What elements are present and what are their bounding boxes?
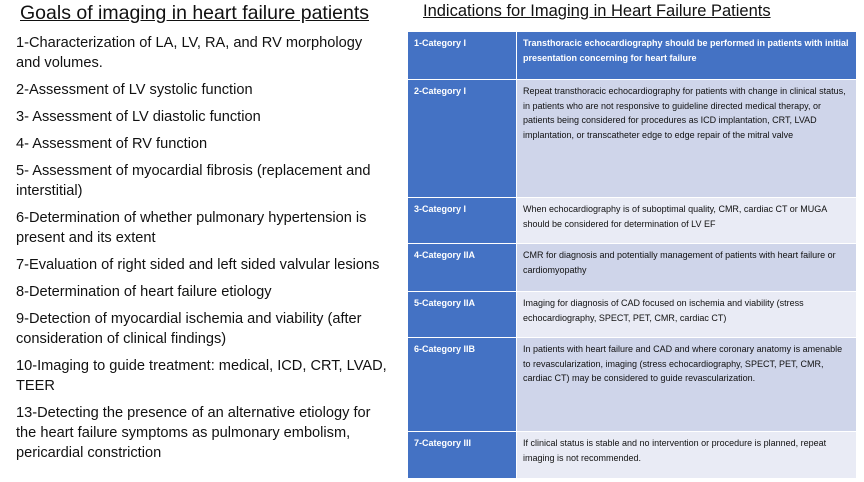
table-row bbox=[408, 338, 856, 432]
indication-cell: Imaging for diagnosis of CAD focused on ischemia and viability (stress echocardiography, SPECT, PET, CMR, cardiac CT) bbox=[517, 292, 857, 338]
goal-item: 5- Assessment of myocardial fibrosis (replacement and interstitial) bbox=[16, 163, 371, 199]
indication-cell: Repeat transthoracic echocardiography for patients with change in clinical status, in patients who are not responsive to guideline directed medical therapy, or patients being considered for procedures as ICD implantation, CRT, LVAD implantation, or transcatheter edge to edge repair of the mitral valve bbox=[517, 80, 857, 198]
table-row bbox=[408, 244, 856, 292]
goal-item: 2-Assessment of LV systolic function bbox=[16, 82, 253, 98]
table-row bbox=[408, 32, 856, 80]
table-row bbox=[408, 80, 856, 198]
goal-item: 8-Determination of heart failure etiology bbox=[16, 284, 272, 300]
indication-cell: In patients with heart failure and CAD and where coronary anatomy is amenable to revascularization, imaging (stress echocardiography, SPECT, PET, CMR, cardiac CT) may be considered to guide revascularization. bbox=[517, 338, 857, 432]
indications-title: Indications for Imaging in Heart Failure Patients bbox=[423, 2, 771, 20]
category-cell: 6-Category IIB bbox=[408, 338, 517, 432]
indication-cell: Transthoracic echocardiography should be performed in patients with initial presentation concerning for heart failure bbox=[517, 32, 857, 80]
goal-item: 6-Determination of whether pulmonary hypertension is present and its extent bbox=[16, 210, 367, 246]
goal-item: 10-Imaging to guide treatment: medical, ICD, CRT, LVAD, TEER bbox=[16, 358, 387, 394]
category-cell: 5-Category IIA bbox=[408, 292, 517, 338]
table-row bbox=[408, 432, 856, 479]
category-cell: 3-Category I bbox=[408, 198, 517, 244]
indication-cell: When echocardiography is of suboptimal quality, CMR, cardiac CT or MUGA should be considered for determination of LV EF bbox=[517, 198, 857, 244]
goals-list bbox=[16, 33, 388, 470]
goal-item: 1-Characterization of LA, LV, RA, and RV morphology and volumes. bbox=[16, 35, 363, 71]
indications-table bbox=[408, 31, 856, 479]
category-cell: 7-Category III bbox=[408, 432, 517, 479]
goal-item: 4- Assessment of RV function bbox=[16, 136, 208, 152]
category-cell: 1-Category I bbox=[408, 32, 517, 80]
goal-item: 13-Detecting the presence of an alternative etiology for the heart failure symptoms as pulmonary embolism, pericardial constriction bbox=[16, 405, 371, 461]
indication-cell: CMR for diagnosis and potentially management of patients with heart failure or cardiomyopathy bbox=[517, 244, 857, 292]
table-row bbox=[408, 292, 856, 338]
goal-item: 3- Assessment of LV diastolic function bbox=[16, 109, 261, 125]
goal-item: 9-Detection of myocardial ischemia and viability (after consideration of clinical findings) bbox=[16, 311, 362, 347]
category-cell: 4-Category IIA bbox=[408, 244, 517, 292]
table-row bbox=[408, 198, 856, 244]
goal-item: 7-Evaluation of right sided and left sided valvular lesions bbox=[16, 257, 380, 273]
category-cell: 2-Category I bbox=[408, 80, 517, 198]
indication-cell: If clinical status is stable and no intervention or procedure is planned, repeat imaging is not recommended. bbox=[517, 432, 857, 479]
goals-title: Goals of imaging in heart failure patients bbox=[20, 2, 370, 24]
